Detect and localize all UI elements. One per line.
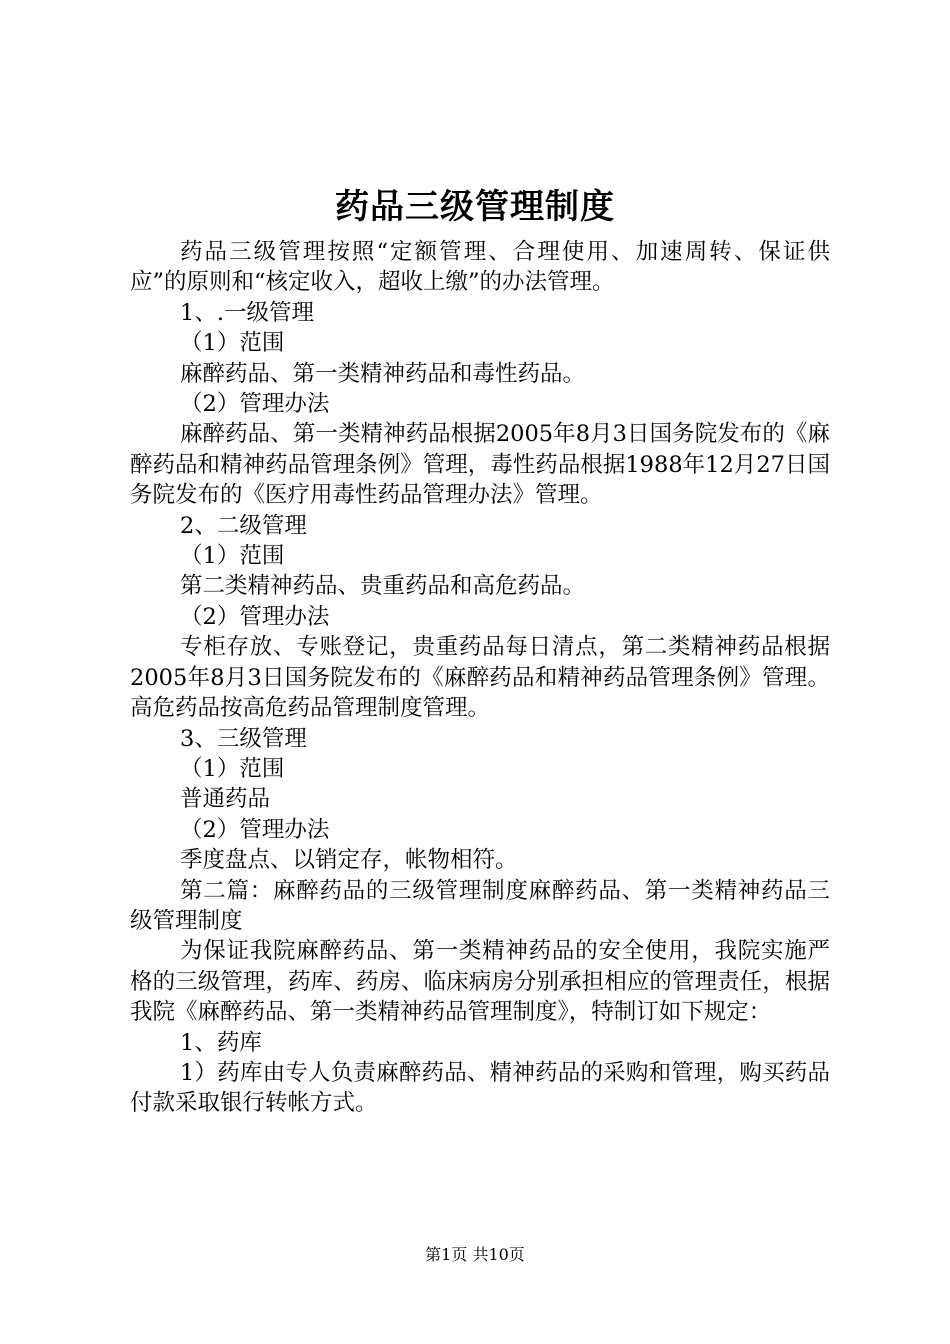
document-title: 药品三级管理制度 — [335, 187, 615, 227]
paragraph-text: 普通药品 — [180, 786, 271, 813]
subheading-scope: （1）范围 — [180, 543, 285, 570]
paragraph-text: 麻醉药品、第一类精神药品和毒性药品。 — [180, 360, 586, 387]
section-heading-pharmacy-warehouse: 1、药库 — [180, 1029, 262, 1056]
paragraph-text: 为保证我院麻醉药品、第一类精神药品的安全使用，我院实施严格的三级管理，药库、药房、临床病房分别承担相应的管理责任，根据我院《麻醉药品、第一类精神药品管理制度》，特制订如下规定： — [130, 938, 830, 1026]
document-body — [130, 237, 830, 1119]
paragraph-text: 季度盘点、以销定存，帐物相符。 — [180, 847, 518, 874]
page-footer: 第1页 共10页 — [425, 1245, 525, 1264]
subheading-scope: （1）范围 — [180, 755, 285, 782]
paragraph-chapter-two-heading: 第二篇：麻醉药品的三级管理制度麻醉药品、第一类精神药品三级管理制度 — [130, 877, 830, 934]
section-heading-level-3: 3、三级管理 — [180, 725, 307, 752]
paragraph-text: 专柜存放、专账登记，贵重药品每日清点，第二类精神药品根据2005年8月3日国务院发布的《麻醉药品和精神药品管理条例》管理。高危药品按高危药品管理制度管理。 — [130, 634, 830, 722]
subheading-method: （2）管理办法 — [180, 391, 330, 418]
section-heading-level-1: 1、.一级管理 — [180, 299, 314, 326]
section-heading-level-2: 2、二级管理 — [180, 512, 307, 539]
paragraph-text: 第二类精神药品、贵重药品和高危药品。 — [180, 573, 586, 600]
paragraph-text: 1）药库由专人负责麻醉药品、精神药品的采购和管理，购买药品付款采取银行转帐方式。 — [130, 1059, 830, 1117]
paragraph-intro: 药品三级管理按照“定额管理、合理使用、加速周转、保证供应”的原则和“核定收入，超收上缴”的办法管理。 — [130, 239, 830, 296]
subheading-method: （2）管理办法 — [180, 603, 330, 630]
subheading-scope: （1）范围 — [180, 330, 285, 357]
paragraph-text: 麻醉药品、第一类精神药品根据2005年8月3日国务院发布的《麻醉药品和精神药品管理条例》管理，毒性药品根据1988年12月27日国务院发布的《医疗用毒性药品管理办法》管理。 — [130, 421, 830, 509]
subheading-method: （2）管理办法 — [180, 816, 330, 843]
